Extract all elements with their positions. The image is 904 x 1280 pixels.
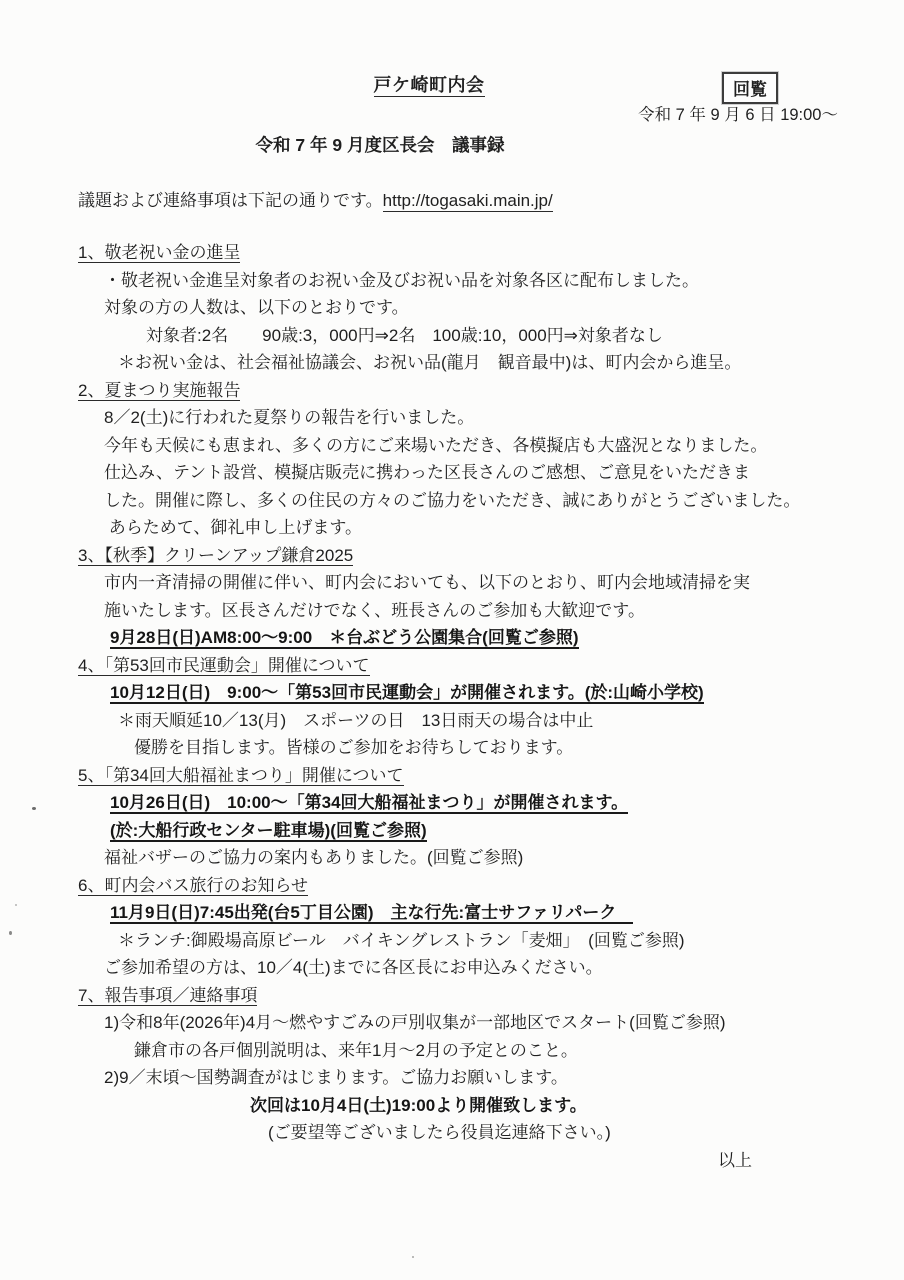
- document-section: [78, 872, 868, 982]
- document-line: 仕込み、テント設営、模擬店販売に携わった区長さんのご感想、ご意見をいただきま: [104, 463, 750, 482]
- document-line: ご参加希望の方は、10／4(土)までに各区長にお申込みください。: [104, 958, 603, 977]
- document-line: 対象者:2名 90歳:3，000円⇒2名 100歳:10，000円⇒対象者なし: [146, 325, 663, 345]
- document-line: ＊お祝い金は、社会福祉協議会、お祝い品(龍月 観音最中)は、町内会から進呈。: [118, 353, 742, 372]
- document-line: 2)9／末頃～国勢調査がはじまります。ご協力お願いします。: [104, 1068, 568, 1087]
- end-mark: 以上: [718, 1150, 752, 1170]
- document-title: 令和 7 年 9 月度区長会 議事録: [255, 135, 505, 155]
- section-heading-text: 3、【秋季】クリーンアップ鎌倉2025: [78, 545, 354, 565]
- document-line: [78, 679, 868, 707]
- document-line: [78, 789, 868, 817]
- sections: [78, 239, 868, 1092]
- organization-title-text: 戸ケ崎町内会: [373, 75, 485, 95]
- section-heading: [78, 872, 868, 900]
- scan-speck: [9, 931, 12, 935]
- document-line: [78, 624, 868, 652]
- document-line: ＊雨天順延10／13(月) スポーツの日 13日雨天の場合は中止: [118, 710, 594, 730]
- document-line: 施いたします。区長さんだけでなく、班長さんのご参加も大歓迎です。: [104, 600, 645, 620]
- section-heading: [78, 377, 868, 405]
- underlined-text: (於:大船行政センター駐車場)(回覧ご参照): [110, 820, 427, 840]
- document-body: [78, 239, 868, 1174]
- closing-block: [78, 1092, 868, 1175]
- underlined-text: 11月9日(日)7:45出発(台5丁目公園) 主な行先:富士サファリパーク: [110, 903, 634, 922]
- document-line: 鎌倉市の各戸個別説明は、来年1月～2月の予定とのこと。: [134, 1040, 578, 1060]
- scan-speck: [412, 1256, 414, 1258]
- document-line: 対象の方の人数は、以下のとおりです。: [104, 298, 409, 317]
- document-line: ・敬老祝い金進呈対象者のお祝い金及びお祝い品を対象各区に配布しました。: [104, 270, 699, 290]
- document-section: [78, 652, 868, 762]
- intro-text: 議題および連絡事項は下記の通りです。: [78, 191, 383, 210]
- section-heading: [78, 239, 868, 267]
- intro-line: [78, 186, 553, 211]
- document-line: 市内一斉清掃の開催に伴い、町内会においても、以下のとおり、町内会地域清掃を実: [104, 573, 750, 592]
- document-section: [78, 982, 868, 1092]
- underlined-text: 9月28日(日)AM8:00～9:00 ＊台ぶどう公園集合(回覧ご参照): [110, 628, 579, 647]
- document-section: [78, 542, 868, 652]
- section-heading-text: 1、敬老祝い金の進呈: [78, 243, 241, 262]
- document-section: [78, 239, 868, 377]
- section-heading-text: 4、「第53回市民運動会」開催について: [78, 655, 370, 675]
- section-heading: [78, 982, 868, 1010]
- document-line: 8／2(土)に行われた夏祭りの報告を行いました。: [104, 408, 475, 427]
- document-line: した。開催に際し、多くの住民の方々のご協力をいただき、誠にありがとうございました。: [104, 490, 801, 510]
- section-heading-text: 6、町内会バス旅行のお知らせ: [78, 875, 308, 895]
- document-line: [78, 817, 868, 845]
- document-line: あらためて、御礼申し上げます。: [104, 518, 363, 537]
- section-heading: [78, 762, 868, 790]
- circulation-stamp: 回覧: [722, 72, 778, 104]
- intro-url: http://togasaki.main.jp/: [382, 191, 553, 210]
- underlined-text: 10月26日(日) 10:00～「第34回大船福祉まつり」が開催されます。: [110, 793, 629, 812]
- section-heading-text: 5、「第34回大船福祉まつり」開催について: [78, 765, 404, 785]
- document-line: 今年も天候にも恵まれ、多くの方にご来場いただき、各模擬店も大盛況となりました。: [104, 435, 768, 455]
- scan-speck: [15, 904, 17, 906]
- section-heading-text: 2、夏まつり実施報告: [78, 380, 241, 400]
- meeting-datetime: 令和 7 年 9 月 6 日 19:00～: [638, 106, 838, 124]
- next-meeting-line: 次回は10月4日(土)19:00より開催致します。: [250, 1095, 587, 1115]
- scan-speck: [32, 807, 36, 810]
- document-line: [78, 899, 868, 927]
- section-heading-text: 7、報告事項／連絡事項: [78, 985, 258, 1005]
- request-note-line: (ご要望等ございましたら役員迄連絡下さい。): [268, 1123, 611, 1142]
- section-heading: [78, 542, 868, 570]
- section-heading: [78, 652, 868, 680]
- document-section: [78, 762, 868, 872]
- underlined-text: 10月12日(日) 9:00～「第53回市民運動会」が開催されます。(於:山崎小学校): [110, 683, 704, 702]
- document-line: 1)令和8年(2026年)4月～燃やすごみの戸別収集が一部地区でスタート(回覧ご参照): [104, 1013, 726, 1032]
- document-section: [78, 377, 868, 542]
- document-line: 福祉バザーのご協力の案内もありました。(回覧ご参照): [104, 848, 524, 867]
- document-line: 優勝を目指します。皆様のご参加をお待ちしております。: [134, 738, 574, 757]
- document-line: ＊ランチ:御殿場高原ビール バイキングレストラン「麦畑」 (回覧ご参照): [118, 930, 685, 950]
